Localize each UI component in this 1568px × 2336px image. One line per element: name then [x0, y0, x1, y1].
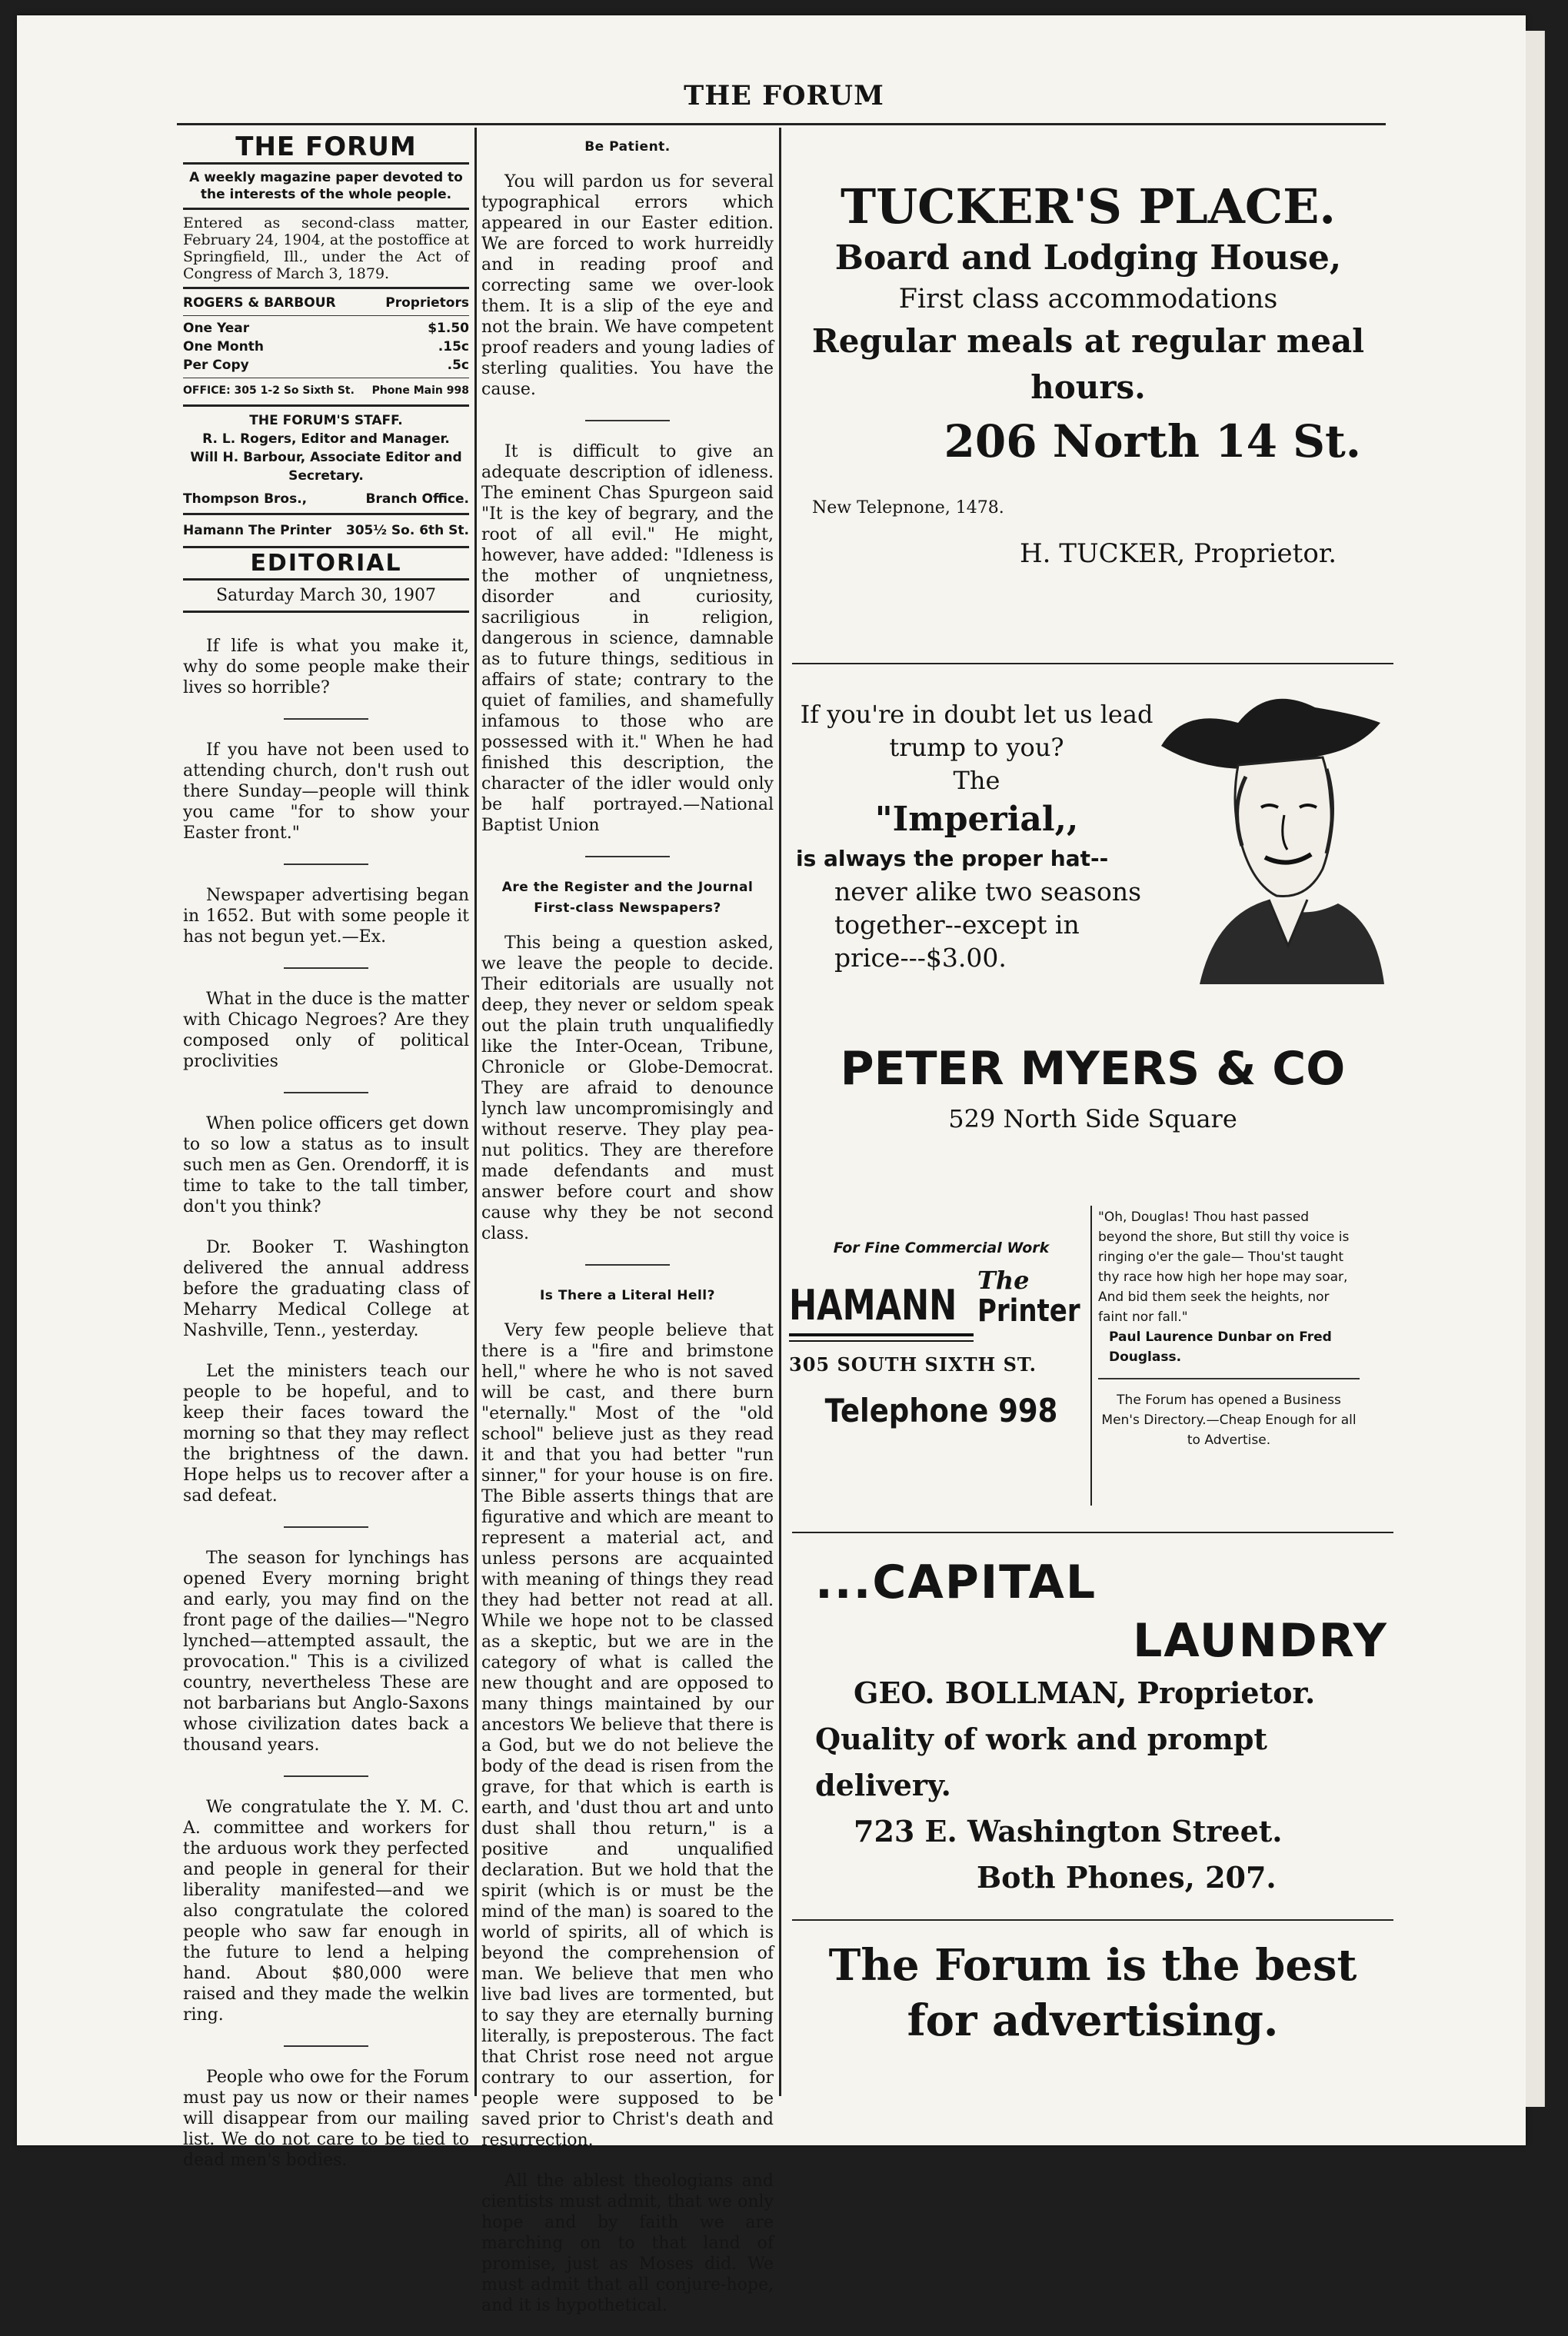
article-paragraph: You will pardon us for several typographical errors which appeared in our Easter edition. We are forced to work hurreidly and in reading proof and correcting same we over-look them. It is a slip of the eye and not the brain. We have competent proof readers and young ladies of sterling qualities. You have the cause. — [481, 172, 774, 399]
divider — [284, 967, 368, 969]
divider — [183, 404, 469, 407]
editorial-paragraph: Newspaper advertising began in 1652. But with some people it has not begun yet.—Ex. — [183, 886, 469, 947]
ad-title: PETER MYERS & CO — [840, 1042, 1346, 1096]
ad-tuckers-place — [792, 177, 1384, 472]
ad-line: The — [953, 766, 1000, 795]
divider — [284, 1092, 368, 1093]
rate-row — [183, 356, 469, 374]
ad-tucker-phone: New Telepnone, 1478. — [812, 498, 1004, 517]
article-paragraph: All the ablest theologians and cientists must admit, that we only hope and by faith we are marching on to that land of promise, just as Moses did. We must admit that all conjure-hope, and it is hypothetical. — [481, 2171, 774, 2315]
ad-capital-laundry — [815, 1553, 1388, 1901]
printer-name: HAMANN — [789, 1281, 957, 1329]
editorial-paragraph: Dr. Booker T. Washington delivered the annual address before the graduating class of Meharry Medical College at Nashville, Tenn., yesterday. — [183, 1238, 469, 1340]
article-paragraph: It is difficult to give an adequate description of idleness. The eminent Chas Spurgeon said "It is the key of begrary, and the root of all evil." He might, however, have added: "Idleness is the mother of unqnietness, disorder and curiosity, sacriligious in religion, dangerous in science, damnable as to future things, seditious in affairs of state; contrary to the quiet of families, and shamefully infamous to those who are possessed with it." When he had finished this description, the character of the idler would only be half portrayed.—National Baptist Union — [481, 442, 774, 835]
ad-line: First class accommodations — [898, 284, 1278, 314]
branch-name: Thompson Bros., — [183, 491, 308, 507]
proprietors-names: ROGERS & BARBOUR — [183, 295, 336, 311]
branch-line — [183, 490, 469, 508]
editorial-paragraph: People who owe for the Forum must pay us now or their names will disappear from our mailing list. We do not care to be tied to dead men's bodies. — [183, 2068, 469, 2170]
printer-the: The — [977, 1266, 1030, 1295]
editorial-paragraph: When police officers get down to so low a status as to insult such men as Gen. Orendorff, it is time to take to the tall timber, don't you think? — [183, 1114, 469, 1216]
rate-price: .15c — [438, 339, 469, 354]
ad-line: For Fine Commercial Work — [833, 1240, 1050, 1256]
ad-imperial — [796, 698, 1157, 974]
staff-heading: THE FORUM'S STAFF. — [249, 413, 403, 428]
rate-price: $1.50 — [428, 321, 469, 336]
divider — [284, 1526, 368, 1528]
editorial-paragraph: We congratulate the Y. M. C. A. committee and workers for the arduous work they perfected and people in general for their liberality manifested—and we also congratulate the colored people who saw far enough in the future to lend a helping hand. About $80,000 were raised and they made the welkin ring. — [183, 1798, 469, 2025]
divider — [183, 208, 469, 210]
rate-label: One Month — [183, 339, 264, 354]
editorial-title: EDITORIAL — [250, 550, 402, 577]
ad-line: Board and Lodging House, — [834, 238, 1342, 278]
editorial-paragraph: If you have not been used to attending church, don't rush out there Sunday—people will think you came "for to show your Easter front." — [183, 740, 469, 843]
article-heading: Are the Register and the Journal First-class Newspapers? — [501, 880, 754, 916]
printer-line — [183, 521, 469, 540]
running-head: THE FORUM — [684, 80, 884, 111]
proprietors-line — [183, 294, 469, 312]
ad-phone: Both Phones, 207. — [977, 1860, 1277, 1895]
rate-price: .5c — [447, 358, 469, 373]
divider — [183, 513, 469, 515]
ad-hamann-printer — [789, 1236, 1094, 1434]
ad-phone: Telephone 998 — [824, 1392, 1058, 1429]
ad-address: 529 North Side Square — [948, 1104, 1237, 1133]
masthead-entered: Entered as second-class matter, February 24, 1904, at the postoffice at Springfield, Ill., under the Act of Congress of March 3, 1879. — [183, 215, 469, 282]
ad-address: 305 SOUTH SIXTH ST. — [789, 1353, 1037, 1376]
masthead-tagline: A weekly magazine paper devoted to the interests of the whole people. — [189, 170, 463, 202]
column-2 — [481, 137, 774, 2336]
ad-title: TUCKER'S PLACE. — [840, 178, 1337, 235]
divider — [585, 420, 670, 421]
office-line — [183, 381, 469, 400]
ad-brand: "Imperial,, — [874, 800, 1079, 839]
ad-line: is always the proper hat-- — [796, 846, 1109, 871]
office-address: OFFICE: 305 1-2 So Sixth St. — [183, 384, 355, 397]
top-rule — [177, 123, 1386, 125]
divider — [1098, 1378, 1360, 1379]
divider — [183, 611, 469, 613]
editorial-paragraph: The season for lynchings has opened Every morning bright and early, you may find on the front page of the dailies—"Negro lynched—attempted assault, the provocation." This is a civilized country, nevertheless These are not barbarians but Anglo-Saxons whose civilization dates back a thousand years. — [183, 1549, 469, 1755]
rate-row — [183, 338, 469, 356]
divider — [183, 162, 469, 165]
column-rule — [1090, 1206, 1092, 1506]
page-edge — [1526, 31, 1537, 2107]
divider — [792, 1532, 1393, 1533]
editorial-paragraph: What in the duce is the matter with Chicago Negroes? Are they composed only of political proclivities — [183, 990, 469, 1071]
divider — [284, 1775, 368, 1777]
poem-douglass — [1098, 1207, 1360, 1450]
ad-line: Quality of work and prompt delivery. — [815, 1722, 1267, 1802]
ad-title: ...CAPITAL — [815, 1556, 1097, 1609]
editorial-paragraph: If life is what you make it, why do some people make their lives so horrible? — [183, 637, 469, 697]
rate-label: Per Copy — [183, 358, 249, 373]
rate-row — [183, 319, 469, 338]
column-1 — [183, 131, 469, 2191]
staff-editor: R. L. Rogers, Editor and Manager. — [202, 431, 450, 447]
branch-label: Branch Office. — [365, 491, 469, 507]
divider — [183, 315, 469, 316]
ad-line: If you're in doubt let us lead trump to you? — [800, 700, 1154, 762]
office-phone: Phone Main 998 — [371, 384, 469, 397]
article-heading: Is There a Literal Hell? — [539, 1288, 715, 1303]
ad-tucker-proprietor: H. TUCKER, Proprietor. — [1020, 538, 1337, 569]
staff-associate: Will H. Barbour, Associate Editor and Secretary. — [190, 450, 462, 484]
ad-line: GEO. BOLLMAN, Proprietor. — [854, 1675, 1316, 1710]
printer-logo — [789, 1267, 1094, 1329]
column-rule — [779, 128, 781, 2096]
issue-date: Saturday March 30, 1907 — [216, 586, 436, 605]
directory-notice: The Forum has opened a Business Men's Directory.—Cheap Enough for all to Advertise. — [1101, 1393, 1357, 1448]
divider — [792, 1919, 1393, 1921]
divider — [183, 287, 469, 289]
divider — [585, 1264, 670, 1266]
ad-address: 206 North 14 St. — [944, 415, 1361, 468]
article-paragraph: Very few people believe that there is a "fire and brimstone hell," where he who is not saved will be cast, and there burn "eternally." Most of the "old school" believe just as they read it and that you had better "run sinner," for your house is on fire. The Bible asserts things that are figurative and which are meant to represent a material act, and unless persons are acquainted with meaning of things they read they had better not read at all. While we hope not to be classed as a skeptic, but we are in the category of what is called the new thought and are opposed to many things maintained by our ancestors We believe that there is a God, but we do not believe the body of the dead is risen from the grave, for that which is earth is earth, and 'dust thou art and unto dust shall thou return," is a positive and unqualified declaration. But we hold that the spirit (which is or must be the mind of the man) is soared to the world of spirits, all of which is beyond the comprehension of man. We believe that men who live bad lives are tormented, but to say they are eternally burning literally, is preposterous. The fact that Christ rose need not argue contrary to our assertion, for people were supposed to be saved prior to Christ's death and resurrection. — [481, 1321, 774, 2150]
divider — [183, 578, 469, 581]
ad-address: 723 E. Washington Street. — [854, 1814, 1283, 1849]
proprietors-label: Proprietors — [385, 295, 469, 311]
divider — [284, 2045, 368, 2047]
ad-line: never alike two seasons together--except in price---$3.00. — [834, 877, 1142, 973]
rate-label: One Year — [183, 321, 250, 336]
masthead-title: THE FORUM — [235, 131, 417, 162]
divider — [284, 864, 368, 865]
article-heading: Be Patient. — [584, 139, 671, 155]
printer-name: Hamann The Printer — [183, 523, 331, 538]
man-in-hat-illustration — [1154, 692, 1384, 984]
editorial-paragraph: Let the ministers teach our people to be hopeful, and to keep their faces toward the morning so that they may reflect the brightness of the dawn. Hope helps us to recover after a sad defeat. — [183, 1362, 469, 1506]
divider — [284, 718, 368, 720]
ad-title: LAUNDRY — [1133, 1614, 1388, 1668]
ad-line: Regular meals at regular meal hours. — [811, 322, 1365, 406]
poem-text: "Oh, Douglas! Thou hast passed beyond the shore, But still thy voice is ringing o'er the gale— Thou'st taught thy race how high her hope may soar, And bid them seek the heights, nor faint nor fall." — [1098, 1210, 1350, 1325]
divider — [585, 856, 670, 857]
printer-word: Printer — [977, 1293, 1080, 1329]
poem-credit: Paul Laurence Dunbar on Fred Douglass. — [1109, 1329, 1332, 1365]
divider — [792, 663, 1393, 664]
divider — [183, 546, 469, 548]
printer-address: 305½ So. 6th St. — [345, 523, 469, 538]
ad-peter-myers — [792, 1038, 1393, 1138]
ad-forum-best: The Forum is the best for advertising. — [828, 1940, 1357, 2046]
column-rule — [474, 128, 477, 2096]
article-paragraph: This being a question asked, we leave the people to decide. Their editorials are usually not deep, they never or seldom speak out the plain truth unqualifiedly like the Inter-Ocean, Tribune, Chronicle or Globe-Democrat. They are afraid to denounce lynch law uncompromisingly and without reserve. They play pea-nut politics. They are therefore made defendants and must answer before court and show cause why they be not second class. — [481, 933, 774, 1243]
divider — [789, 1333, 974, 1336]
page-edge — [1536, 31, 1545, 2107]
